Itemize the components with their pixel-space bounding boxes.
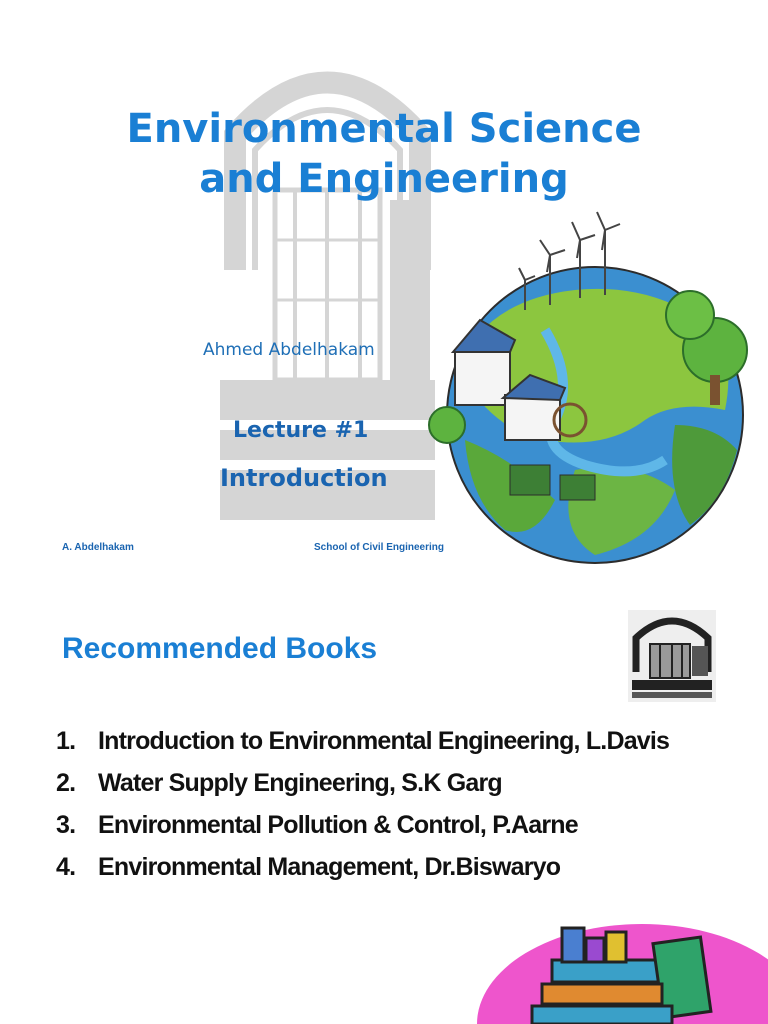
book-title: Introduction to Environmental Engineering, L.Davis [98,727,670,755]
book-number: 2. [56,769,76,797]
list-item [56,720,669,762]
school-logo [628,610,716,702]
list-item [56,846,669,888]
lecture-number: Lecture #1 [233,418,369,443]
book-title: Water Supply Engineering, S.K Garg [98,769,502,797]
lecture-topic: Introduction [220,464,388,492]
book-number: 3. [56,811,76,839]
book-number: 4. [56,853,76,881]
footer-school: School of Civil Engineering [314,542,445,553]
title-line-2: and Engineering [199,156,569,202]
list-item [56,804,669,846]
books-slide [0,600,768,1024]
books-clipart [462,910,768,1024]
recommended-books-heading: Recommended Books [62,632,378,665]
footer-author: A. Abdelhakam [62,542,134,553]
title-line-1: Environmental Science [126,106,642,152]
book-title: Environmental Pollution & Control, P.Aarne [98,811,578,839]
book-number: 1. [56,727,76,755]
book-list [56,720,669,888]
eco-globe-illustration [425,210,768,565]
book-title: Environmental Management, Dr.Biswaryo [98,853,561,881]
author-name: Ahmed Abdelhakam [203,340,375,360]
slide-title [30,104,738,204]
list-item [56,762,669,804]
